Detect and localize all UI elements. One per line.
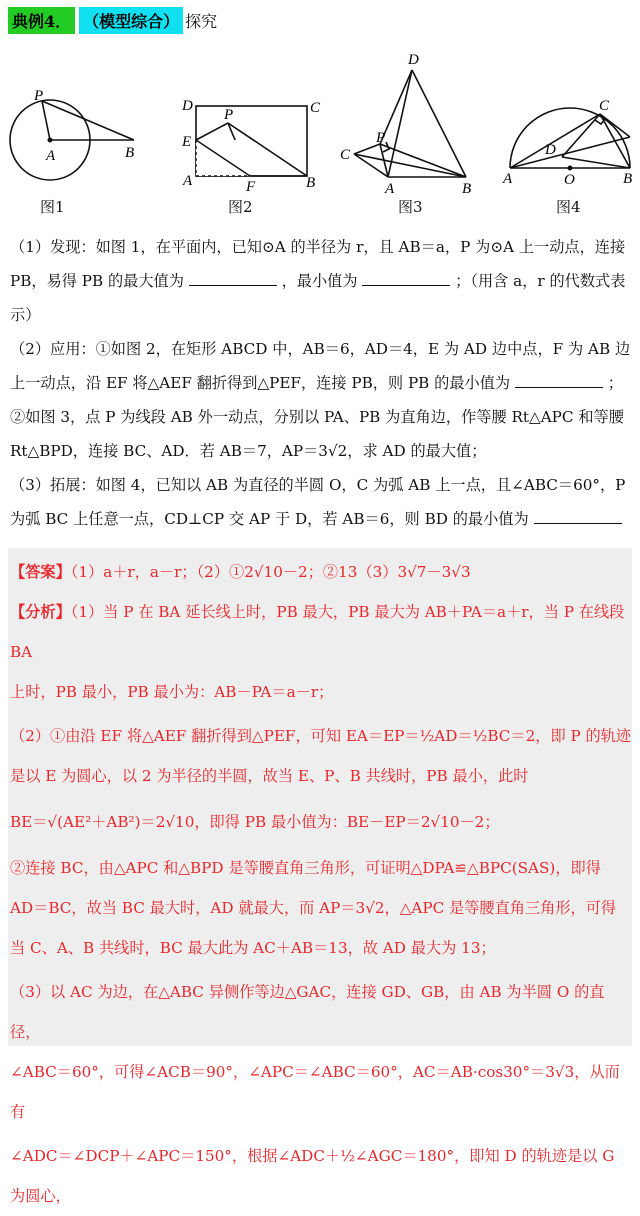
answer-label: 【答案】: [10, 563, 71, 581]
q-line: （3）拓展：如图 4，已知以 AB 为直径的半圆 O，C 为弧 AB 上一点，且∠ABC＝60°，P: [10, 476, 626, 494]
answer-blank: [515, 369, 603, 388]
q-line: ②如图 3，点 P 为线段 AB 外一动点，分别以 PA、PB 为直角边，作等腰 Rt△APC 和等腰: [10, 408, 624, 426]
caption-fig1: 图1: [40, 198, 65, 216]
figures: [0, 40, 640, 230]
topic-label: （模型综合）: [79, 7, 183, 34]
problem-header: [8, 6, 217, 34]
fig4-label-c: C: [599, 98, 610, 114]
answer-section: [10, 552, 632, 1216]
q-line: Rt△BPD，连接 BC、AD．若 AB＝7，AP＝3√2，求 AD 的最大值；: [10, 442, 487, 460]
topic-tail: 探究: [185, 11, 218, 31]
q-line: （2）应用：①如图 2，在矩形 ABCD 中，AB＝6，AD＝4，E 为 AD 边中点，F 为 AB 边: [10, 340, 631, 358]
q-line: 示）: [10, 306, 41, 324]
fig3-label-c: C: [340, 147, 351, 163]
caption-fig4: 图4: [556, 198, 581, 216]
q-text: 上一动点，沿 EF 将△AEF 翻折得到△PEF，连接 PB，则 PB 的最小值为: [10, 374, 511, 392]
fig4-label-o: O: [564, 172, 575, 188]
fig2-label-b: B: [306, 175, 316, 191]
fig1-label-a: A: [46, 148, 56, 164]
analysis-line: （2）①由沿 EF 将△AEF 翻折得到△PEF，可知 EA＝EP＝½AD＝½BC＝2，即 P 的轨迹: [10, 727, 632, 745]
analysis-line: 当 C、A、B 共线时，BC 最大此为 AC＋AB＝13，故 AD 最大为 13；: [10, 939, 496, 957]
fig3-label-p: P: [376, 130, 386, 146]
fig2-label-e: E: [182, 134, 192, 150]
fig2-label-a: A: [183, 173, 193, 189]
fig1-label-p: P: [34, 88, 44, 104]
analysis-line: 上时，PB 最小，PB 最小为：AB－PA＝a－r；: [10, 683, 334, 701]
q-line: [10, 264, 632, 298]
answer-line: [10, 552, 632, 592]
fig4-label-a: A: [503, 171, 513, 187]
fig3-label-b: B: [462, 181, 472, 197]
caption-fig2: 图2: [228, 198, 253, 216]
answer-text: （1）a＋r，a－r；（2）①2√10－2；②13（3）3√7－3√3: [70, 563, 471, 581]
analysis-line: BE＝√(AE²＋AB²)＝2√10，即得 PB 最小值为：BE－EP＝2√10－2；: [10, 813, 500, 831]
fig4-label-b: B: [623, 171, 633, 187]
question-part-1: [10, 230, 632, 332]
analysis-line: 是以 E 为圆心，以 2 为半径的半圆，故当 E、P、B 共线时，PB 最小，此时: [10, 767, 529, 785]
fig2-label-f: F: [246, 179, 256, 195]
question-part-2: [10, 332, 632, 570]
figure-4: [510, 108, 630, 168]
figure-1: [10, 100, 134, 180]
analysis-line: ②连接 BC，由△APC 和△BPD 是等腰直角三角形，可证明△DPA≌△BPC(SAS)，即得: [10, 859, 601, 877]
answer-blank: [362, 267, 450, 286]
analysis-label: 【分析】: [10, 603, 71, 621]
fig2-label-c: C: [310, 100, 321, 116]
q-text: 为弧 BC 上任意一点，CD⊥CP 交 AP 于 D，若 AB＝6，则 BD 的最小值为: [10, 510, 529, 528]
q-text: ；: [607, 374, 623, 392]
fig4-label-d: D: [545, 142, 556, 158]
q-line: [10, 366, 632, 400]
analysis-line: AD＝BC，故当 BC 最大时，AD 就最大，而 AP＝3√2，△APC 是等腰直角三角形，可得: [10, 899, 617, 917]
answer-blank: [534, 505, 622, 524]
analysis-line: ∠ADC＝∠DCP＋∠APC＝150°，根据∠ADC＋½∠AGC＝180°，即知 D 的轨迹是以 G 为圆心，: [10, 1147, 615, 1205]
analysis-line: （3）以 AC 为边，在△ABC 异侧作等边△GAC，连接 GD、GB，由 AB 为半圆 O 的直径，: [10, 983, 605, 1041]
figure-3: [354, 70, 466, 177]
fig3-label-d: D: [408, 52, 419, 68]
q-text: ，最小值为: [281, 272, 358, 290]
q-text: PB，易得 PB 的最大值为: [10, 272, 184, 290]
analysis-text: （1）当 P 在 BA 延长线上时，PB 最大，PB 最大为 AB＋PA＝a＋r，当 P 在线段 BA: [10, 603, 625, 661]
fig2-label-p: P: [224, 107, 234, 123]
fig3-label-a: A: [385, 181, 395, 197]
answer-blank: [189, 267, 277, 286]
fig2-label-d: D: [182, 98, 193, 114]
analysis-line: ∠ABC＝60°，可得∠ACB＝90°，∠APC＝∠ABC＝60°，AC＝AB·cos30°＝3√3，从而有: [10, 1063, 620, 1121]
analysis-line: [10, 592, 632, 672]
fig1-label-b: B: [125, 145, 135, 161]
caption-fig3: 图3: [398, 198, 423, 216]
q-text: ；（用含 a，r 的代数式表: [455, 272, 626, 290]
q-line: （1）发现：如图 1，在平面内，已知⊙A 的半径为 r，且 AB＝a，P 为⊙A 上一动点，连接: [10, 238, 626, 256]
example-label: 典例4．: [8, 7, 75, 34]
